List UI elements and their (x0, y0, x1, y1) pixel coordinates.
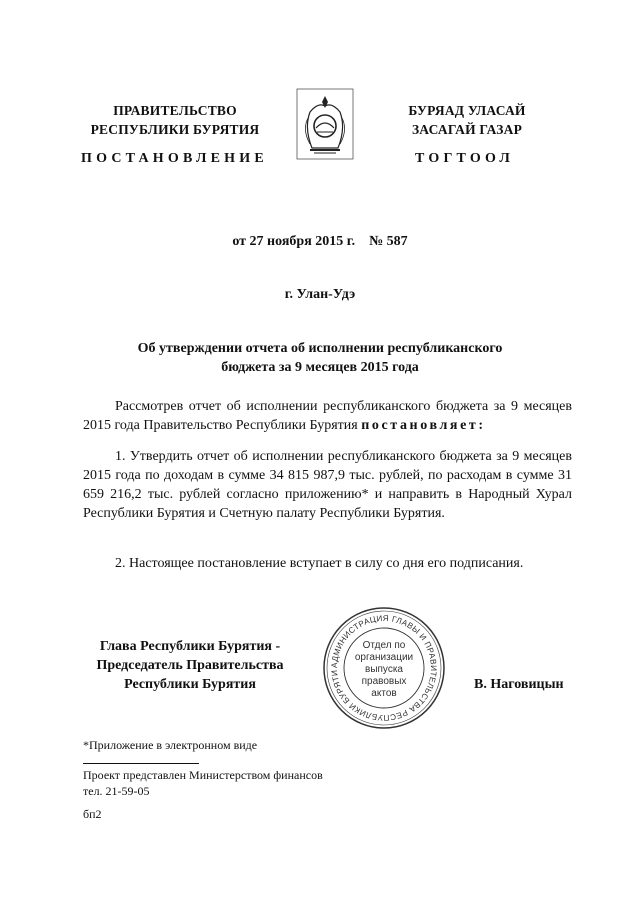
stamp-line-4: правовых (361, 676, 407, 687)
paragraph-2-text: 1. Утвердить отчет об исполнении республиканского бюджета за 9 месяцев 2015 года по доходам в сумме 34 815 987,9 тыс. рублей, по расходам в сумме 31 659 216,2 тыс. рублей согласно приложению* и направить в Народный Хурал Республики Бурятия и Счетную палату Республики Бурятия. (83, 449, 572, 521)
stamp-line-1: Отдел по (362, 640, 406, 651)
left-header (80, 101, 270, 139)
signatory-line1: Глава Республики Бурятия - (99, 639, 281, 654)
date-number: от 27 ноября 2015 г. № 587 (232, 234, 408, 249)
left-header-line2: РЕСПУБЛИКИ БУРЯТИЯ (90, 122, 260, 137)
signatory-line2: Председатель Правительства (96, 658, 284, 673)
phone-note: тел. 21-59-05 (83, 784, 150, 798)
paragraph-3 (83, 554, 572, 573)
official-stamp (322, 606, 446, 730)
paragraph-3-text: 2. Настоящее постановление вступает в силу со дня его подписания. (115, 556, 524, 571)
right-doc-type: ТОГТООЛ (415, 151, 515, 166)
decree-word: постановляет: (361, 418, 486, 433)
project-note: Проект представлен Министерством финансов (83, 768, 323, 782)
coat-of-arms-icon (296, 88, 354, 160)
stamp-ring-text: АДМИНИСТРАЦИЯ ГЛАВЫ И ПРАВИТЕЛЬСТВА РЕСПУБЛИКИ БУРЯТИ (329, 613, 439, 723)
document-title (0, 339, 640, 377)
right-header (372, 101, 562, 139)
footer-divider (83, 763, 199, 764)
signatory-name: В. Наговицын (474, 677, 564, 692)
left-header-line1: ПРАВИТЕЛЬСТВО (113, 103, 237, 118)
stamp-line-3: выпуска (365, 664, 403, 675)
doc-code: бп2 (83, 807, 102, 821)
paragraph-2 (83, 447, 572, 523)
stamp-line-2: организации (354, 652, 414, 663)
signatory-title (80, 637, 300, 694)
stamp-line-5: актов (371, 688, 397, 699)
title-line2: бюджета за 9 месяцев 2015 года (221, 360, 419, 375)
title-line1: Об утверждении отчета об исполнении республиканского (137, 341, 503, 356)
appendix-note: *Приложение в электронном виде (83, 738, 258, 752)
left-doc-type: ПОСТАНОВЛЕНИЕ (81, 151, 268, 166)
paragraph-1-text: Рассмотрев отчет об исполнении республиканского бюджета за 9 месяцев 2015 года Правительство Республики Бурятия (83, 399, 572, 433)
signatory-line3: Республики Бурятия (124, 677, 256, 692)
right-header-line1: БУРЯАД УЛАСАЙ (408, 103, 526, 118)
city: г. Улан-Удэ (284, 287, 356, 302)
paragraph-1 (83, 397, 572, 435)
right-header-line2: ЗАСАГАЙ ГАЗАР (411, 122, 523, 137)
